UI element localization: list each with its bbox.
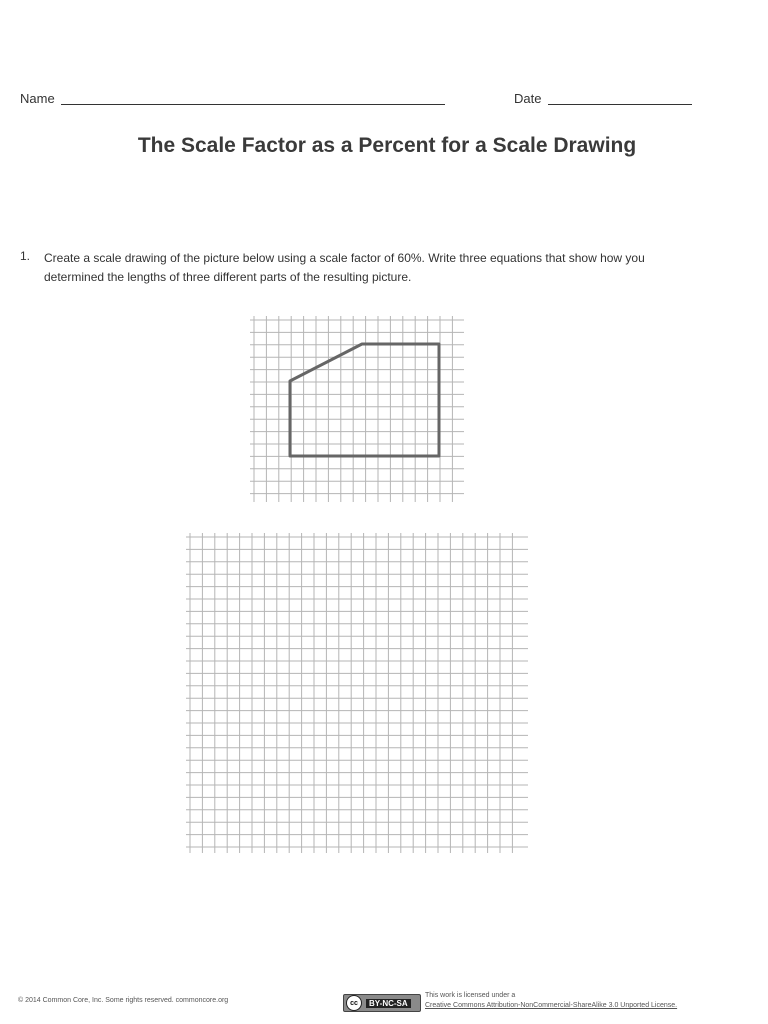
date-label: Date xyxy=(514,91,542,106)
original-picture-grid xyxy=(250,316,464,502)
problem-number: 1. xyxy=(20,249,31,263)
creative-commons-icon: cc xyxy=(346,995,362,1011)
license-link[interactable]: Creative Commons Attribution-NonCommercial-ShareAlike 3.0 Unported License. xyxy=(425,1002,678,1009)
license-text: This work is licensed under a xyxy=(425,992,516,999)
cc-license-badge[interactable] xyxy=(343,994,421,1012)
problem-text: Create a scale drawing of the picture below using a scale factor of 60%. Write three equations that show how you determined the lengths of three different parts of the resulting picture. xyxy=(44,251,645,284)
name-blank-line[interactable] xyxy=(61,104,445,105)
name-label: Name xyxy=(20,91,55,106)
page-title: The Scale Factor as a Percent for a Scale Drawing xyxy=(137,134,637,157)
footer-copyright: © 2014 Common Core, Inc. Some rights reserved. commoncore.org xyxy=(18,997,229,1004)
cc-badge-label: BY-NC-SA xyxy=(366,999,411,1008)
date-blank-line[interactable] xyxy=(548,104,692,105)
answer-drawing-grid[interactable] xyxy=(186,533,528,853)
original-shape xyxy=(290,344,439,456)
